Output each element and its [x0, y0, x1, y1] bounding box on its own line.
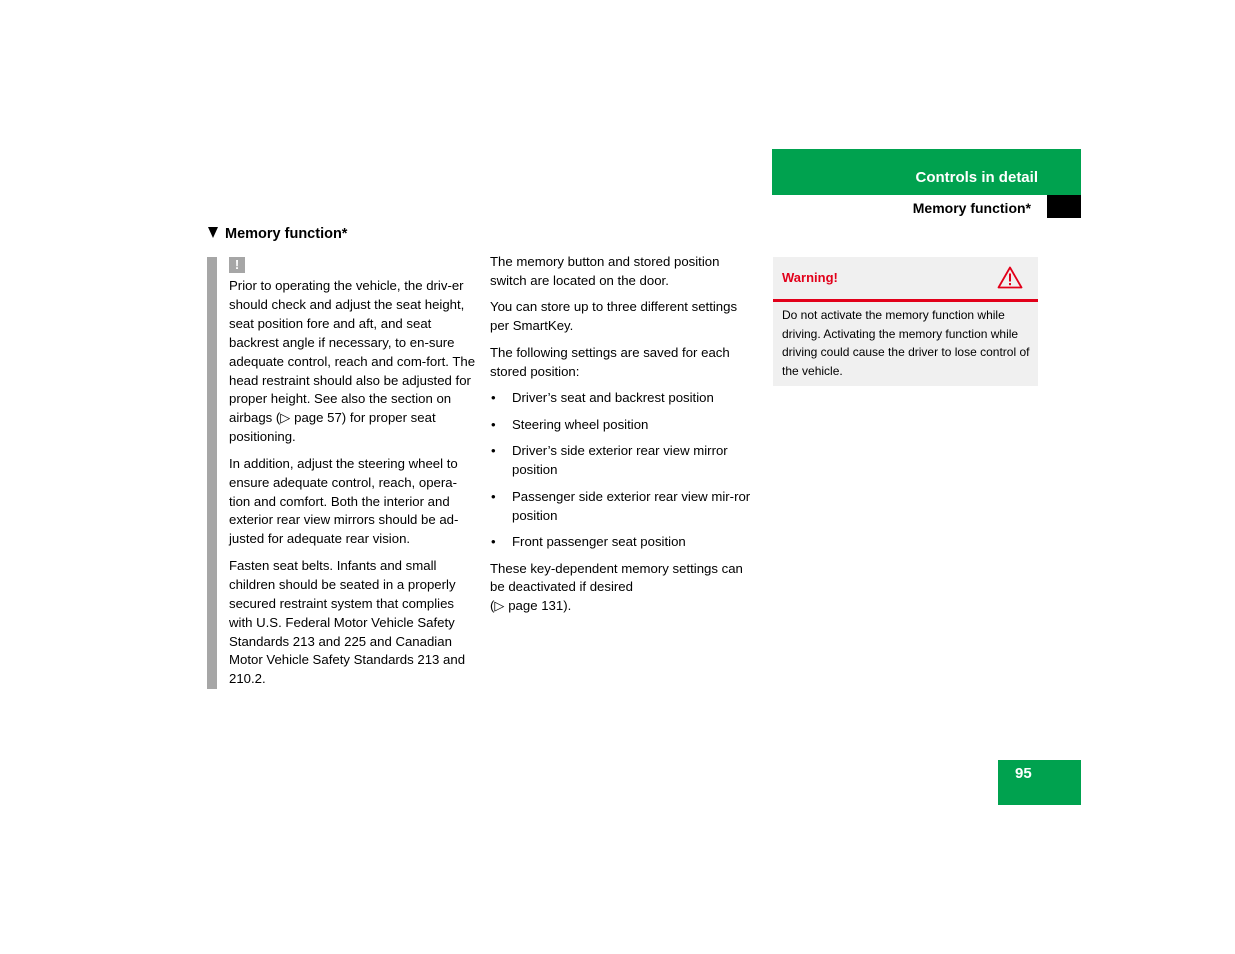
warning-triangle-icon: [997, 266, 1023, 289]
page-reference-link[interactable]: (▷ page 131).: [490, 598, 572, 614]
chapter-title: Controls in detail: [915, 169, 1038, 186]
body-paragraph: The following settings are saved for each stored position:: [490, 344, 730, 379]
list-item: • Front passenger seat position: [490, 533, 756, 552]
closing-paragraph: [490, 560, 756, 617]
main-column: [490, 253, 756, 624]
page-number-box: [998, 760, 1081, 805]
body-paragraph: You can store up to three different settings per SmartKey.: [490, 299, 738, 334]
warning-box: [773, 257, 1038, 386]
note-paragraph: In addition, adjust the steering wheel to ensure adequate control, reach, opera-tion and comfort. Both the interior and exterior rear view mirrors should be ad-justed for adequate rear vision.: [229, 455, 459, 547]
note-side-bar: [207, 257, 217, 689]
exclamation-icon: !: [229, 257, 245, 273]
warning-text: Do not activate the memory function while driving. Activating the memory function while driving could cause the driver to lose control of the vehicle.: [782, 308, 1030, 379]
note-paragraph: Fasten seat belts. Infants and small children should be seated in a properly secured restraint system that complies with U.S. Federal Motor Vehicle Safety Standards 213 and 225 and Canadian Motor Vehicle Safety Standards 213 and 210.2.: [229, 557, 466, 687]
chapter-header-band: [772, 149, 1081, 195]
section-heading-text: Memory function*: [225, 226, 348, 242]
list-item: • Driver’s side exterior rear view mirror position: [490, 442, 756, 480]
section-tab-marker: [1047, 195, 1081, 218]
settings-list: [490, 389, 756, 552]
list-item: • Passenger side exterior rear view mir-ror position: [490, 488, 756, 526]
warning-header: [773, 257, 1038, 302]
warning-title: Warning!: [782, 270, 838, 285]
note-paragraph: Prior to operating the vehicle, the driv-er should check and adjust the seat height, seat position fore and aft, and seat backrest angle if necessary, to en-sure adequate control, reach and com-fort. The head restraint should also be adjusted for proper height. See also the section on airbags (▷ page 57) for proper seat positioning.: [229, 278, 476, 445]
section-header-title: Memory function*: [912, 200, 1031, 216]
section-heading: [208, 226, 347, 242]
triangle-down-icon: [208, 227, 218, 238]
note-column: [229, 257, 477, 697]
list-item: • Driver’s seat and backrest position: [490, 389, 756, 408]
list-item: • Steering wheel position: [490, 416, 756, 435]
body-paragraph: The memory button and stored position switch are located on the door.: [490, 254, 720, 288]
closing-text: These key-dependent memory settings can be deactivated if desired: [490, 560, 743, 595]
page-number: 95: [1015, 765, 1032, 782]
